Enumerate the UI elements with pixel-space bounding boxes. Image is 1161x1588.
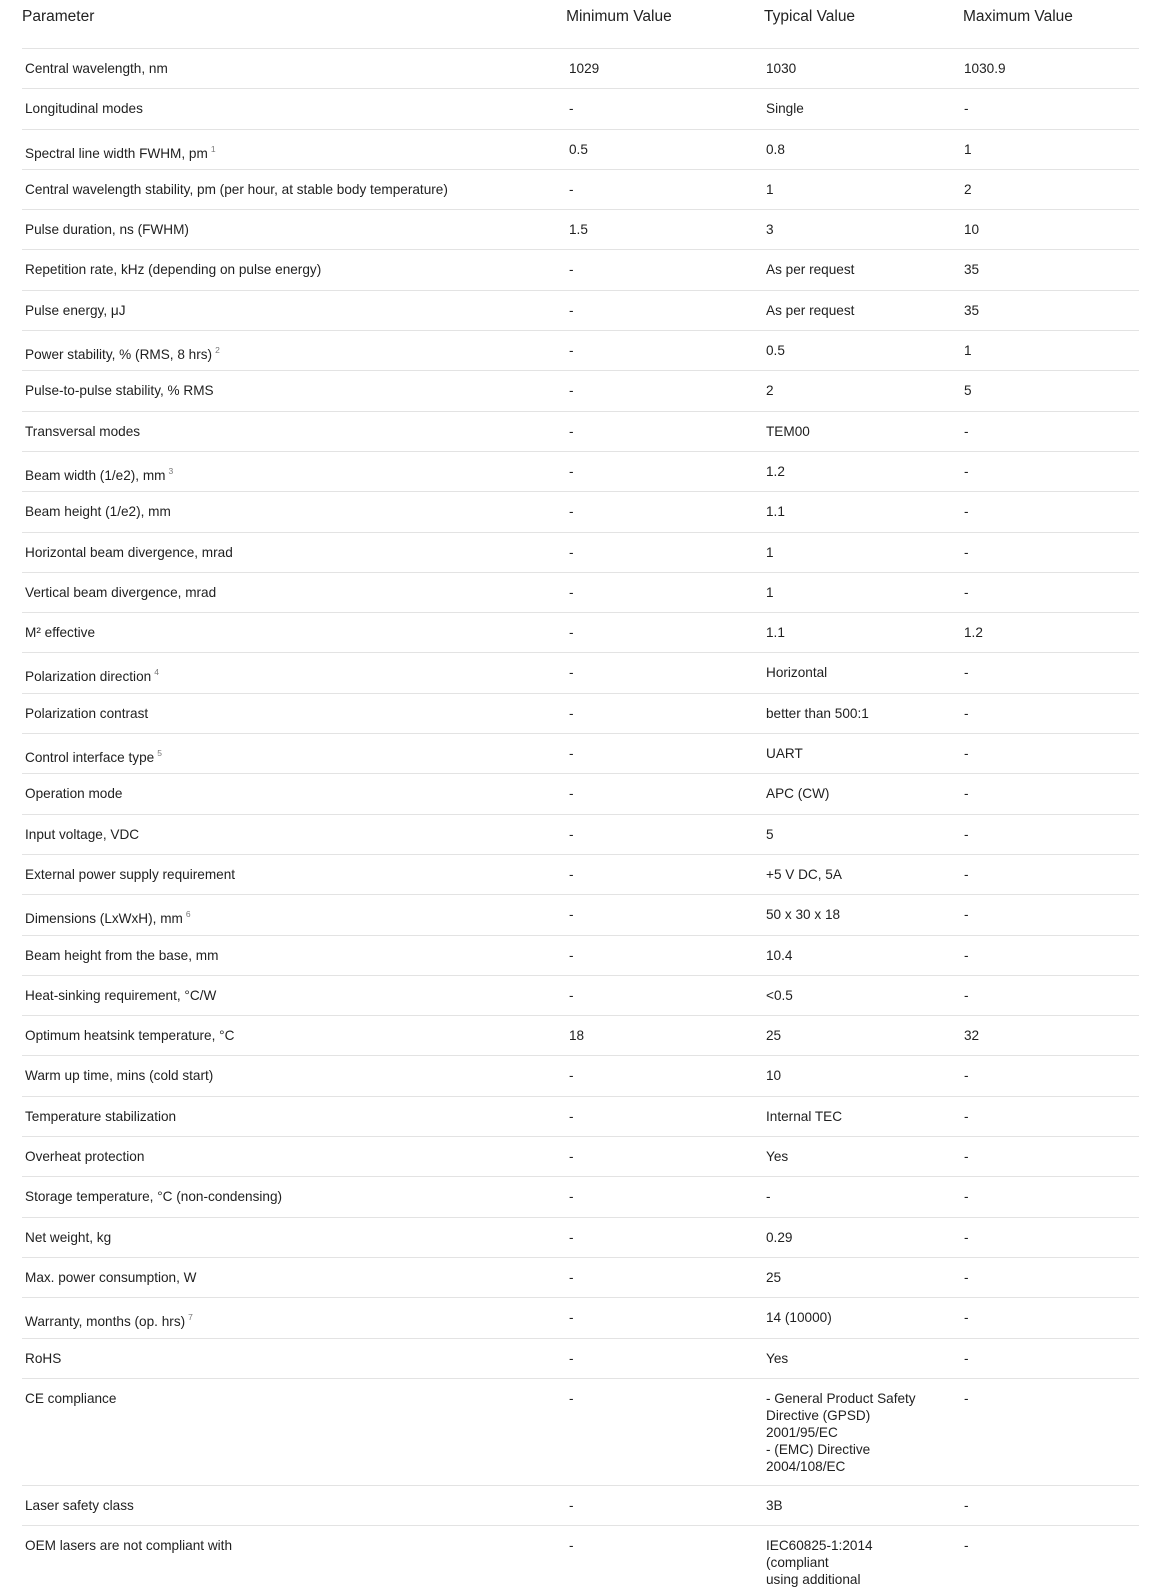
min-value-cell: - bbox=[569, 1497, 574, 1513]
param-cell bbox=[22, 895, 567, 934]
typical-value-text: 1030 bbox=[766, 61, 797, 76]
typical-value-cell bbox=[764, 170, 962, 209]
param-cell bbox=[22, 331, 567, 370]
table-row bbox=[22, 613, 1139, 653]
typical-value-text: - bbox=[766, 1189, 771, 1205]
param-cell bbox=[22, 936, 567, 975]
table-row bbox=[22, 1486, 1139, 1526]
typical-value-text: Yes bbox=[766, 1149, 789, 1165]
typical-value-text: UART bbox=[766, 746, 803, 762]
max-value-cell: - bbox=[964, 1497, 969, 1513]
max-value-cell: - bbox=[964, 101, 969, 117]
max-value-cell: - bbox=[964, 504, 969, 520]
max-value-cell: - bbox=[964, 544, 969, 560]
min-value-cell: - bbox=[569, 544, 574, 560]
param-cell bbox=[22, 291, 567, 330]
param-cell bbox=[22, 1056, 567, 1095]
min-value-cell: - bbox=[569, 1390, 574, 1406]
header-typical-value: Typical Value bbox=[764, 8, 856, 25]
param-cell bbox=[22, 694, 567, 733]
max-value-cell: - bbox=[964, 746, 969, 762]
max-value-cell: - bbox=[964, 1108, 969, 1124]
min-value-cell: - bbox=[569, 262, 574, 278]
param-cell bbox=[22, 1137, 567, 1176]
typical-value-cell bbox=[764, 130, 962, 169]
param-label: Repetition rate, kHz (depending on pulse energy) bbox=[25, 262, 322, 278]
typical-value-text: 1 bbox=[766, 544, 774, 560]
max-value-cell: - bbox=[964, 584, 969, 600]
typical-value-text: As per request bbox=[766, 302, 855, 318]
table-row bbox=[22, 291, 1139, 331]
param-cell bbox=[22, 492, 567, 531]
min-value-cell: - bbox=[569, 1068, 574, 1084]
table-row bbox=[22, 89, 1139, 129]
typical-value-text: Horizontal bbox=[766, 665, 828, 681]
typical-value-cell bbox=[764, 492, 962, 531]
table-row bbox=[22, 331, 1139, 371]
param-label: Storage temperature, °C (non-condensing) bbox=[25, 1189, 283, 1205]
max-value-cell: 2 bbox=[964, 181, 972, 197]
param-label: Central wavelength, nm bbox=[25, 61, 168, 76]
typical-value-text: As per request bbox=[766, 262, 855, 278]
table-row bbox=[22, 774, 1139, 814]
typical-value-cell bbox=[764, 291, 962, 330]
typical-value-cell bbox=[764, 1137, 962, 1176]
table-row bbox=[22, 1298, 1139, 1338]
table-row bbox=[22, 694, 1139, 734]
min-value-cell: - bbox=[569, 746, 574, 762]
typical-value-cell bbox=[764, 774, 962, 813]
max-value-cell: - bbox=[964, 826, 969, 842]
typical-value-cell bbox=[764, 210, 962, 249]
typical-value-text: 10.4 bbox=[766, 947, 793, 963]
typical-value-text: IEC60825-1:2014 (compliant using additional bbox=[766, 1538, 873, 1588]
table-row bbox=[22, 1339, 1139, 1379]
min-value-cell: - bbox=[569, 463, 574, 479]
table-row bbox=[22, 49, 1139, 89]
table-row bbox=[22, 815, 1139, 855]
typical-value-text: 10 bbox=[766, 1068, 782, 1084]
typical-value-text: 1 bbox=[766, 181, 774, 197]
param-label: Beam width (1/e2), mm bbox=[25, 467, 166, 483]
param-label: Pulse energy, μJ bbox=[25, 302, 126, 318]
max-value-cell: - bbox=[964, 1310, 969, 1326]
param-cell bbox=[22, 774, 567, 813]
min-value-cell: 1029 bbox=[569, 61, 600, 76]
typical-value-cell bbox=[764, 250, 962, 289]
max-value-cell: 1.2 bbox=[964, 625, 983, 641]
param-label: Pulse duration, ns (FWHM) bbox=[25, 222, 189, 238]
typical-value-cell bbox=[764, 1486, 962, 1525]
param-label: Spectral line width FWHM, pm bbox=[25, 145, 208, 161]
min-value-cell: - bbox=[569, 665, 574, 681]
table-row bbox=[22, 1379, 1139, 1486]
table-row bbox=[22, 734, 1139, 774]
typical-value-cell bbox=[764, 815, 962, 854]
min-value-cell: - bbox=[569, 826, 574, 842]
param-label: OEM lasers are not compliant with bbox=[25, 1538, 233, 1554]
param-cell bbox=[22, 653, 567, 692]
typical-value-text: 1.1 bbox=[766, 504, 785, 520]
min-value-cell: - bbox=[569, 1189, 574, 1205]
min-value-cell: - bbox=[569, 866, 574, 882]
typical-value-cell bbox=[764, 89, 962, 128]
min-value-cell: 0.5 bbox=[569, 141, 588, 157]
param-label: Warranty, months (op. hrs) bbox=[25, 1314, 186, 1330]
param-cell bbox=[22, 89, 567, 128]
typical-value-cell bbox=[764, 1097, 962, 1136]
param-cell bbox=[22, 1177, 567, 1216]
param-label: Central wavelength stability, pm (per hour, at stable body temperature) bbox=[25, 181, 448, 197]
typical-value-cell bbox=[764, 1258, 962, 1297]
table-row bbox=[22, 653, 1139, 693]
param-label: External power supply requirement bbox=[25, 866, 236, 882]
min-value-cell: - bbox=[569, 1229, 574, 1245]
param-label: M² effective bbox=[25, 625, 96, 641]
param-label: Polarization direction bbox=[25, 669, 152, 685]
typical-value-cell bbox=[764, 49, 962, 88]
typical-value-cell bbox=[764, 412, 962, 451]
param-cell bbox=[22, 250, 567, 289]
max-value-cell: - bbox=[964, 1229, 969, 1245]
typical-value-cell bbox=[764, 855, 962, 894]
spec-table bbox=[22, 0, 1139, 1586]
typical-value-cell bbox=[764, 1056, 962, 1095]
param-cell bbox=[22, 976, 567, 1015]
param-label: Control interface type bbox=[25, 750, 155, 766]
max-value-cell: - bbox=[964, 987, 969, 1003]
param-label: Input voltage, VDC bbox=[25, 826, 140, 842]
table-row bbox=[22, 371, 1139, 411]
typical-value-text: 1.2 bbox=[766, 463, 785, 479]
table-header bbox=[22, 0, 1139, 49]
footnote-marker: 6 bbox=[185, 909, 191, 920]
max-value-cell: - bbox=[964, 1269, 969, 1285]
typical-value-cell bbox=[764, 1526, 962, 1586]
typical-value-cell bbox=[764, 895, 962, 934]
param-label: Polarization contrast bbox=[25, 705, 149, 721]
table-body bbox=[22, 49, 1139, 1586]
table-row bbox=[22, 1056, 1139, 1096]
min-value-cell: - bbox=[569, 181, 574, 197]
table-row bbox=[22, 130, 1139, 170]
typical-value-text: 25 bbox=[766, 1028, 782, 1044]
min-value-cell: - bbox=[569, 423, 574, 439]
max-value-cell: - bbox=[964, 665, 969, 681]
min-value-cell: - bbox=[569, 1350, 574, 1366]
table-row bbox=[22, 895, 1139, 935]
typical-value-text: 3 bbox=[766, 222, 774, 238]
param-label: Dimensions (LxWxH), mm bbox=[25, 911, 183, 927]
table-row bbox=[22, 452, 1139, 492]
max-value-cell: - bbox=[964, 907, 969, 923]
param-cell bbox=[22, 1016, 567, 1055]
param-label: Transversal modes bbox=[25, 423, 141, 439]
min-value-cell: - bbox=[569, 504, 574, 520]
max-value-cell: - bbox=[964, 947, 969, 963]
min-value-cell: - bbox=[569, 584, 574, 600]
typical-value-cell bbox=[764, 613, 962, 652]
param-cell bbox=[22, 815, 567, 854]
table-row bbox=[22, 533, 1139, 573]
param-label: Operation mode bbox=[25, 786, 123, 802]
min-value-cell: - bbox=[569, 343, 574, 359]
typical-value-cell bbox=[764, 936, 962, 975]
min-value-cell: - bbox=[569, 302, 574, 318]
param-label: Laser safety class bbox=[25, 1497, 134, 1513]
param-label: Horizontal beam divergence, mrad bbox=[25, 544, 233, 560]
param-label: RoHS bbox=[25, 1350, 62, 1366]
typical-value-cell bbox=[764, 1339, 962, 1378]
min-value-cell: - bbox=[569, 383, 574, 399]
typical-value-cell bbox=[764, 1016, 962, 1055]
param-cell bbox=[22, 533, 567, 572]
param-cell bbox=[22, 412, 567, 451]
table-row bbox=[22, 250, 1139, 290]
param-cell bbox=[22, 1097, 567, 1136]
param-label: Net weight, kg bbox=[25, 1229, 112, 1245]
typical-value-text: 0.5 bbox=[766, 343, 785, 359]
param-cell bbox=[22, 1339, 567, 1378]
param-label: Beam height (1/e2), mm bbox=[25, 504, 171, 520]
typical-value-text: 14 (10000) bbox=[766, 1310, 832, 1326]
min-value-cell: - bbox=[569, 907, 574, 923]
min-value-cell: - bbox=[569, 786, 574, 802]
header-parameter: Parameter bbox=[22, 8, 95, 25]
typical-value-text: 3B bbox=[766, 1497, 783, 1513]
param-cell bbox=[22, 573, 567, 612]
typical-value-text: 1.1 bbox=[766, 625, 785, 641]
param-label: Pulse-to-pulse stability, % RMS bbox=[25, 383, 214, 399]
table-row bbox=[22, 1218, 1139, 1258]
param-label: Beam height from the base, mm bbox=[25, 947, 219, 963]
footnote-marker: 2 bbox=[215, 345, 220, 356]
table-row bbox=[22, 170, 1139, 210]
param-cell bbox=[22, 210, 567, 249]
min-value-cell: - bbox=[569, 705, 574, 721]
param-cell bbox=[22, 49, 567, 88]
table-row bbox=[22, 1177, 1139, 1217]
min-value-cell: - bbox=[569, 947, 574, 963]
max-value-cell: 1 bbox=[964, 343, 972, 359]
typical-value-text: 0.8 bbox=[766, 141, 785, 157]
typical-value-text: 5 bbox=[766, 826, 774, 842]
table-row bbox=[22, 936, 1139, 976]
max-value-cell: 5 bbox=[964, 383, 972, 399]
param-label: Longitudinal modes bbox=[25, 101, 143, 117]
table-row bbox=[22, 1258, 1139, 1298]
typical-value-cell bbox=[764, 452, 962, 491]
typical-value-cell bbox=[764, 1379, 962, 1485]
param-cell bbox=[22, 452, 567, 491]
typical-value-cell bbox=[764, 1177, 962, 1216]
max-value-cell: 35 bbox=[964, 262, 980, 278]
table-row bbox=[22, 976, 1139, 1016]
typical-value-cell bbox=[764, 1298, 962, 1337]
param-label: Vertical beam divergence, mrad bbox=[25, 584, 217, 600]
min-value-cell: - bbox=[569, 101, 574, 117]
max-value-cell: 1 bbox=[964, 141, 972, 157]
typical-value-text: 1 bbox=[766, 584, 774, 600]
max-value-cell: - bbox=[964, 1149, 969, 1165]
param-cell bbox=[22, 855, 567, 894]
param-cell bbox=[22, 1258, 567, 1297]
param-cell bbox=[22, 613, 567, 652]
typical-value-text: TEM00 bbox=[766, 423, 810, 439]
footnote-marker: 4 bbox=[154, 667, 159, 678]
typical-value-text: +5 V DC, 5A bbox=[766, 866, 842, 882]
max-value-cell: - bbox=[964, 705, 969, 721]
max-value-cell: - bbox=[964, 1538, 969, 1554]
typical-value-cell bbox=[764, 371, 962, 410]
min-value-cell: - bbox=[569, 1108, 574, 1124]
param-cell bbox=[22, 170, 567, 209]
table-row bbox=[22, 492, 1139, 532]
param-cell bbox=[22, 734, 567, 773]
typical-value-text: Single bbox=[766, 101, 804, 117]
typical-value-text: Yes bbox=[766, 1350, 789, 1366]
table-row bbox=[22, 1526, 1139, 1586]
min-value-cell: - bbox=[569, 1269, 574, 1285]
table-row bbox=[22, 210, 1139, 250]
typical-value-cell bbox=[764, 734, 962, 773]
footnote-marker: 1 bbox=[210, 143, 216, 154]
param-label: Optimum heatsink temperature, °C bbox=[25, 1028, 235, 1044]
param-cell bbox=[22, 1298, 567, 1337]
table-row bbox=[22, 855, 1139, 895]
max-value-cell: - bbox=[964, 1068, 969, 1084]
min-value-cell: - bbox=[569, 1538, 574, 1554]
footnote-marker: 3 bbox=[168, 465, 174, 476]
typical-value-cell bbox=[764, 331, 962, 370]
param-label: Heat-sinking requirement, °C/W bbox=[25, 987, 217, 1003]
max-value-cell: 1030.9 bbox=[964, 61, 1006, 76]
max-value-cell: - bbox=[964, 866, 969, 882]
max-value-cell: - bbox=[964, 423, 969, 439]
typical-value-cell bbox=[764, 976, 962, 1015]
max-value-cell: - bbox=[964, 1189, 969, 1205]
typical-value-text: 25 bbox=[766, 1269, 782, 1285]
param-label: Power stability, % (RMS, 8 hrs) bbox=[25, 347, 213, 363]
max-value-cell: - bbox=[964, 463, 969, 479]
header-maximum-value: Maximum Value bbox=[962, 8, 1073, 25]
min-value-cell: 1.5 bbox=[569, 222, 588, 238]
min-value-cell: - bbox=[569, 987, 574, 1003]
typical-value-cell bbox=[764, 653, 962, 692]
typical-value-text: APC (CW) bbox=[766, 786, 830, 802]
min-value-cell: 18 bbox=[569, 1028, 585, 1044]
typical-value-cell bbox=[764, 573, 962, 612]
param-cell bbox=[22, 1218, 567, 1257]
max-value-cell: - bbox=[964, 1390, 969, 1406]
footnote-marker: 5 bbox=[157, 748, 162, 759]
max-value-cell: 10 bbox=[964, 222, 980, 238]
max-value-cell: 32 bbox=[964, 1028, 980, 1044]
typical-value-text: 50 x 30 x 18 bbox=[766, 907, 841, 923]
param-cell bbox=[22, 1486, 567, 1525]
max-value-cell: - bbox=[964, 786, 969, 802]
param-label: Max. power consumption, W bbox=[25, 1269, 197, 1285]
param-cell bbox=[22, 1526, 567, 1586]
param-label: Overheat protection bbox=[25, 1149, 145, 1165]
param-cell bbox=[22, 1379, 567, 1485]
min-value-cell: - bbox=[569, 625, 574, 641]
param-cell bbox=[22, 371, 567, 410]
footnote-marker: 7 bbox=[188, 1312, 193, 1323]
typical-value-cell bbox=[764, 1218, 962, 1257]
table-row bbox=[22, 573, 1139, 613]
typical-value-text: better than 500:1 bbox=[766, 705, 869, 721]
min-value-cell: - bbox=[569, 1310, 574, 1326]
header-minimum-value: Minimum Value bbox=[566, 8, 672, 25]
table-row bbox=[22, 412, 1139, 452]
param-cell bbox=[22, 130, 567, 169]
table-row bbox=[22, 1097, 1139, 1137]
param-label: Warm up time, mins (cold start) bbox=[25, 1068, 214, 1084]
typical-value-cell bbox=[764, 694, 962, 733]
typical-value-text: 2 bbox=[766, 383, 774, 399]
typical-value-text: <0.5 bbox=[766, 987, 793, 1003]
max-value-cell: 35 bbox=[964, 302, 980, 318]
param-label: Temperature stabilization bbox=[25, 1108, 177, 1124]
min-value-cell: - bbox=[569, 1149, 574, 1165]
param-label: CE compliance bbox=[25, 1390, 117, 1406]
typical-value-text: 0.29 bbox=[766, 1229, 793, 1245]
typical-value-text: - General Product Safety Directive (GPSD) 2001/95/EC - (EMC) Directive 2004/108/EC bbox=[766, 1390, 916, 1474]
max-value-cell: - bbox=[964, 1350, 969, 1366]
typical-value-text: Internal TEC bbox=[766, 1108, 843, 1124]
table-row bbox=[22, 1016, 1139, 1056]
table-row bbox=[22, 1137, 1139, 1177]
typical-value-cell bbox=[764, 533, 962, 572]
